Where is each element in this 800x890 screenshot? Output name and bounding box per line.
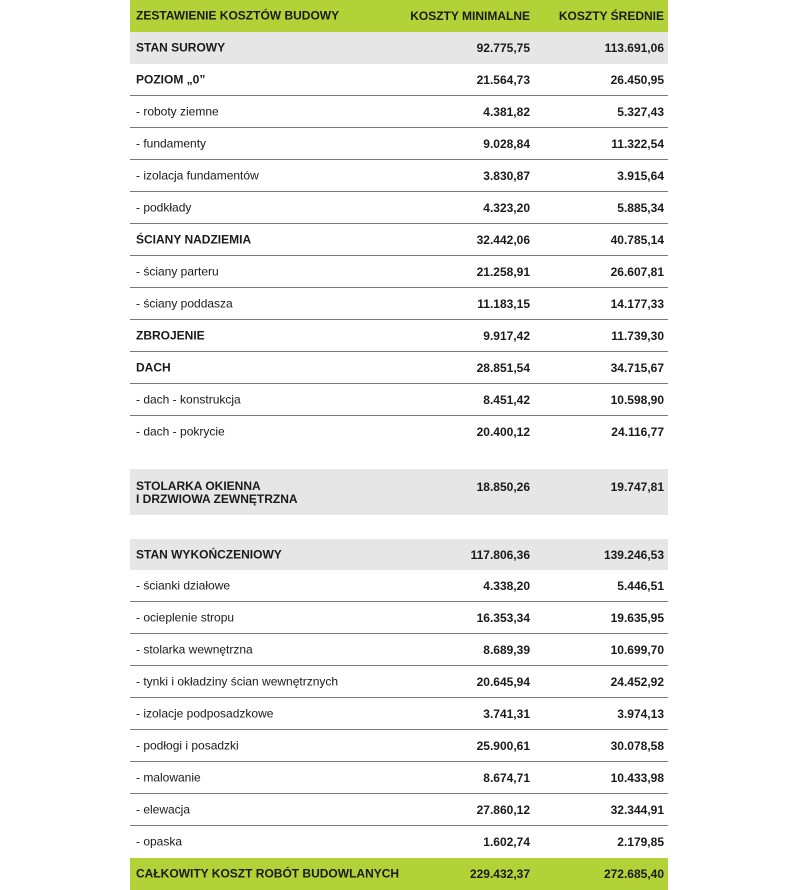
section-row-stan-surowy: STAN SUROWY 92.775,75 113.691,06 bbox=[130, 32, 668, 64]
total-min: 229.432,37 bbox=[469, 867, 530, 881]
table-row: - ścianki działowe 4.338,20 5.446,51 bbox=[130, 570, 668, 602]
table-row: DACH 28.851,54 34.715,67 bbox=[130, 352, 668, 384]
spacer bbox=[130, 515, 668, 539]
section-row-stolarka: STOLARKA OKIENNA I DRZWIOWA ZEWNĘTRZNA 18.850,26 19.747,81 bbox=[130, 469, 668, 515]
table-row: - elewacja 27.860,12 32.344,91 bbox=[130, 794, 668, 826]
table-row: - ściany parteru 21.258,91 26.607,81 bbox=[130, 256, 668, 288]
table-row: - izolacja fundamentów 3.830,87 3.915,64 bbox=[130, 160, 668, 192]
total-row bbox=[130, 858, 668, 890]
total-avg: 272.685,40 bbox=[603, 867, 664, 881]
table-row: - ściany poddasza 11.183,15 14.177,33 bbox=[130, 288, 668, 320]
table-row: - roboty ziemne 4.381,82 5.327,43 bbox=[130, 96, 668, 128]
table-row: - fundamenty 9.028,84 11.322,54 bbox=[130, 128, 668, 160]
header-name: ZESTAWIENIE KOSZTÓW BUDOWY bbox=[136, 8, 340, 23]
spacer bbox=[130, 448, 668, 469]
table-row: - dach - pokrycie 20.400,12 24.116,77 bbox=[130, 416, 668, 448]
table-row: - dach - konstrukcja 8.451,42 10.598,90 bbox=[130, 384, 668, 416]
cost-table bbox=[130, 0, 668, 890]
table-row: ZBROJENIE 9.917,42 11.739,30 bbox=[130, 320, 668, 352]
table-row: ŚCIANY NADZIEMIA 32.442,06 40.785,14 bbox=[130, 224, 668, 256]
table-row: - malowanie 8.674,71 10.433,98 bbox=[130, 762, 668, 794]
table-row: - izolacje podposadzkowe 3.741,31 3.974,13 bbox=[130, 698, 668, 730]
header-avg: KOSZTY ŚREDNIE bbox=[558, 9, 664, 23]
section-row-stan-wykonczeniowy: STAN WYKOŃCZENIOWY 117.806,36 139.246,53 bbox=[130, 539, 668, 570]
header-min: KOSZTY MINIMALNE bbox=[410, 9, 530, 23]
table-header bbox=[130, 0, 668, 32]
table-row: - tynki i okładziny ścian wewnętrznych 20.645,94 24.452,92 bbox=[130, 666, 668, 698]
table-row: - podkłady 4.323,20 5.885,34 bbox=[130, 192, 668, 224]
table-row: - podłogi i posadzki 25.900,61 30.078,58 bbox=[130, 730, 668, 762]
total-label: CAŁKOWITY KOSZT ROBÓT BUDOWLANYCH bbox=[136, 866, 400, 881]
table-row: POZIOM „0” 21.564,73 26.450,95 bbox=[130, 64, 668, 96]
table-row: - opaska 1.602,74 2.179,85 bbox=[130, 826, 668, 858]
table-row: - stolarka wewnętrzna 8.689,39 10.699,70 bbox=[130, 634, 668, 666]
table-row: - ocieplenie stropu 16.353,34 19.635,95 bbox=[130, 602, 668, 634]
